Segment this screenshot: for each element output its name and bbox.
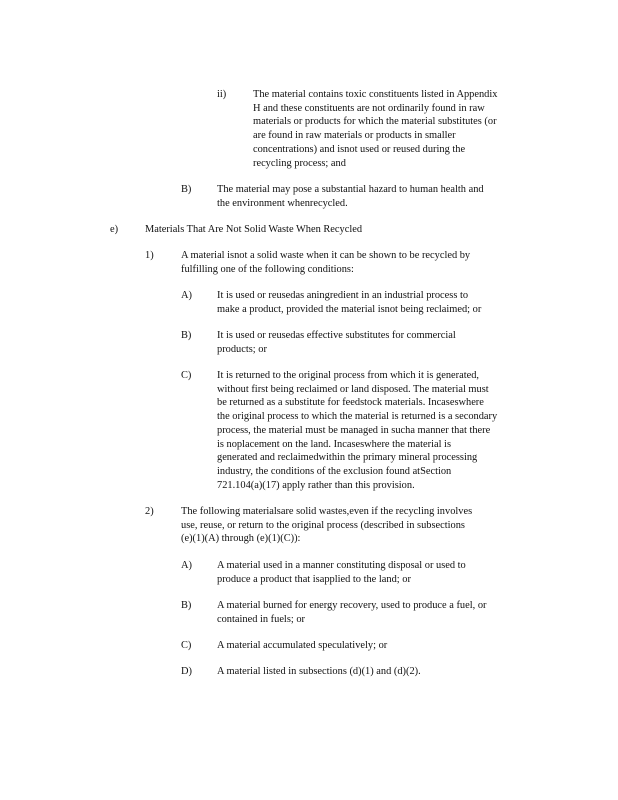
clause-2-text bbox=[181, 505, 521, 546]
clause-1b-text bbox=[217, 329, 517, 356]
clause-1c-label: C) bbox=[181, 370, 192, 381]
text-line: process, the material must be managed in sucha manner that there bbox=[217, 424, 491, 436]
text-line: the environment whenrecycled. bbox=[217, 197, 348, 209]
clause-1a-label: A) bbox=[181, 290, 192, 301]
text-line: The following materialsare solid wastes,even if the recycling involves bbox=[181, 506, 473, 517]
text-line: The material contains toxic constituents listed in Appendix bbox=[253, 89, 498, 100]
text-line: generated and reclaimedwithin the primary mineral processing bbox=[217, 452, 478, 464]
text-line: are found in raw materials or products in smaller bbox=[253, 130, 456, 142]
text-line: fulfilling one of the following conditions: bbox=[181, 263, 354, 275]
text-line: make a product, provided the material isnot being reclaimed; or bbox=[217, 303, 482, 315]
text-line: produce a product that isapplied to the land; or bbox=[217, 573, 411, 585]
clause-2b-label: B) bbox=[181, 600, 192, 611]
text-line: A material accumulated speculatively; or bbox=[217, 640, 388, 651]
text-line: The material may pose a substantial hazard to human health and bbox=[217, 184, 484, 195]
clause-2a-label: A) bbox=[181, 560, 192, 571]
clause-2c-text bbox=[217, 639, 537, 653]
text-line: It is used or reusedas effective substitutes for commercial bbox=[217, 330, 456, 341]
clause-ii-label: ii) bbox=[217, 89, 227, 100]
text-line: products; or bbox=[217, 343, 267, 355]
clause-1b-label: B) bbox=[181, 330, 192, 341]
clause-1-text bbox=[181, 249, 521, 276]
text-line: A material used in a manner constituting disposal or used to bbox=[217, 560, 466, 571]
text-line: A material burned for energy recovery, used to produce a fuel, or bbox=[217, 600, 487, 611]
text-line: recycling process; and bbox=[253, 157, 346, 169]
text-line: It is used or reusedas aningredient in an industrial process to bbox=[217, 290, 469, 301]
text-line: industry, the conditions of the exclusion found atSection bbox=[217, 465, 452, 477]
text-line: use, reuse, or return to the original process (described in subsections bbox=[181, 519, 465, 531]
text-line: It is returned to the original process from which it is generated, bbox=[217, 370, 479, 381]
text-line: (e)(1)(A) through (e)(1)(C)): bbox=[181, 533, 301, 545]
clause-2d-text bbox=[217, 665, 537, 679]
clause-2b-text bbox=[217, 599, 537, 626]
text-line: 721.104(a)(17) apply rather than this provision. bbox=[217, 479, 415, 491]
clause-2-label: 2) bbox=[145, 506, 154, 517]
section-e-heading: Materials That Are Not Solid Waste When Recycled bbox=[145, 224, 363, 235]
text-line: the original process to which the material is returned is a secondary bbox=[217, 411, 498, 423]
section-e-label: e) bbox=[110, 224, 119, 235]
text-line: contained in fuels; or bbox=[217, 613, 306, 625]
text-line: A material listed in subsections (d)(1) and (d)(2). bbox=[217, 666, 421, 677]
text-line: is noplacement on the land. Incaseswhere the material is bbox=[217, 438, 451, 450]
text-line: materials or products for which the material substitutes (or bbox=[253, 116, 497, 128]
text-line: without first being reclaimed or land disposed. The material must bbox=[217, 383, 489, 395]
clause-2c-label: C) bbox=[181, 640, 192, 651]
clause-b-label: B) bbox=[181, 184, 192, 195]
text-line: be returned as a substitute for feedstock materials. Incaseswhere bbox=[217, 397, 484, 409]
clause-1c-text bbox=[217, 369, 537, 492]
clause-1-label: 1) bbox=[145, 250, 154, 261]
text-line: H and these constituents are not ordinarily found in raw bbox=[253, 102, 485, 114]
text-line: concentrations) and isnot used or reused during the bbox=[253, 143, 466, 155]
clause-b-text bbox=[217, 183, 537, 210]
text-line: A material isnot a solid waste when it can be shown to be recycled by bbox=[181, 250, 471, 261]
clause-1a-text bbox=[217, 289, 527, 316]
clause-2a-text bbox=[217, 559, 517, 586]
clause-2d-label: D) bbox=[181, 666, 192, 677]
clause-ii-text bbox=[253, 88, 538, 170]
